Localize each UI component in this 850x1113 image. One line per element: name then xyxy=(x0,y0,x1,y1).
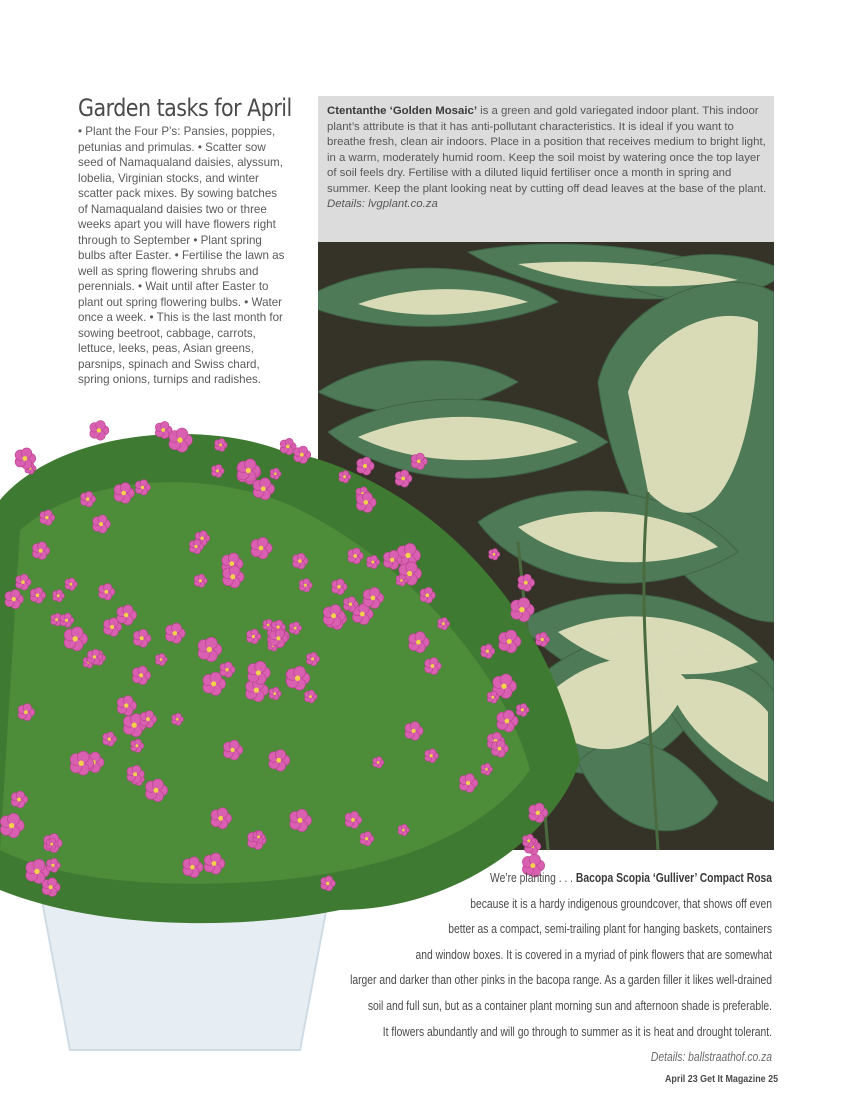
plant-info-details: Details: lvgplant.co.za xyxy=(327,198,438,210)
garden-tasks-title: Garden tasks for April xyxy=(78,94,292,122)
garden-tasks-body: • Plant the Four P’s: Pansies, poppies, petunias and primulas. • Scatter sow seed of Namaqualand daisies, alyssum, lobelia, Virginian stocks, and winter scatter pack mixes. By sowing batches of Namaqualand daisies two or three weeks apart you will have flowers right through to September • Plant spring bulbs after Easter. • Fertilise the lawn as well as spring flowering shrubs and perennials. • Wait until after Easter to plant out spring flowering bulbs. • Water once a week. • This is the last month for sowing beetroot, cabbage, carrots, lettuce, leeks, peas, Asian greens, parsnips, spinach and Swiss chard, spring onions, turnips and radishes. xyxy=(78,125,285,386)
plant-info-box xyxy=(318,96,774,242)
plant-info-text xyxy=(327,104,767,213)
bacopa-flower xyxy=(357,457,374,475)
bacopa-flower xyxy=(489,549,500,560)
bacopa-flower xyxy=(518,574,535,591)
caption-line-2: better as a compact, semi-trailing plant for hanging baskets, containers xyxy=(448,922,772,937)
plant-info-description: is a green and gold variegated indoor plant. This indoor plant’s attribute is that it has anti-pollutant characteristics. It is ideal if you want to breathe fresh, clean air indoors. Place in a position that receives medium to bright light, in a warm, moderately humid room. Keep the soil moist by watering once the top layer of soil feels dry. Fertilise with a diluted liquid fertiliser once a month in spring and summer. Keep the plant looking neat by cutting off dead leaves at the base of the plant. xyxy=(327,105,767,195)
garden-tasks-column xyxy=(78,94,292,388)
page-folio: April 23 Get It Magazine 25 xyxy=(664,1073,778,1085)
caption-line-0 xyxy=(329,866,772,892)
bacopa-caption xyxy=(329,866,772,1071)
caption-line-6: It flowers abundantly and will go through to summer as it is heat and drought tolerant. xyxy=(382,1024,772,1039)
bacopa-flower xyxy=(536,632,550,646)
bacopa-flower xyxy=(411,453,427,470)
caption-plant-name: Bacopa Scopia ‘Gulliver’ Compact Rosa xyxy=(575,871,772,885)
bacopa-flower xyxy=(511,598,534,622)
caption-intro: We’re planting . . . xyxy=(490,871,576,885)
caption-details: Details: ballstraathof.co.za xyxy=(650,1050,772,1065)
bacopa-flower xyxy=(90,421,109,441)
plant-info-name: Ctentanthe ‘Golden Mosaic’ xyxy=(327,105,477,117)
caption-line-3: and window boxes. It is covered in a myriad of pink flowers that are somewhat xyxy=(415,947,772,962)
caption-line-1: because it is a hardy indigenous groundcover, that shows off even xyxy=(470,896,772,911)
caption-line-4: larger and darker than other pinks in the bacopa range. As a garden filler it likes well-drained xyxy=(350,973,772,988)
caption-line-5: soil and full sun, but as a container plant morning sun and afternoon shade is preferable. xyxy=(367,998,772,1013)
bacopa-flower xyxy=(395,470,412,487)
